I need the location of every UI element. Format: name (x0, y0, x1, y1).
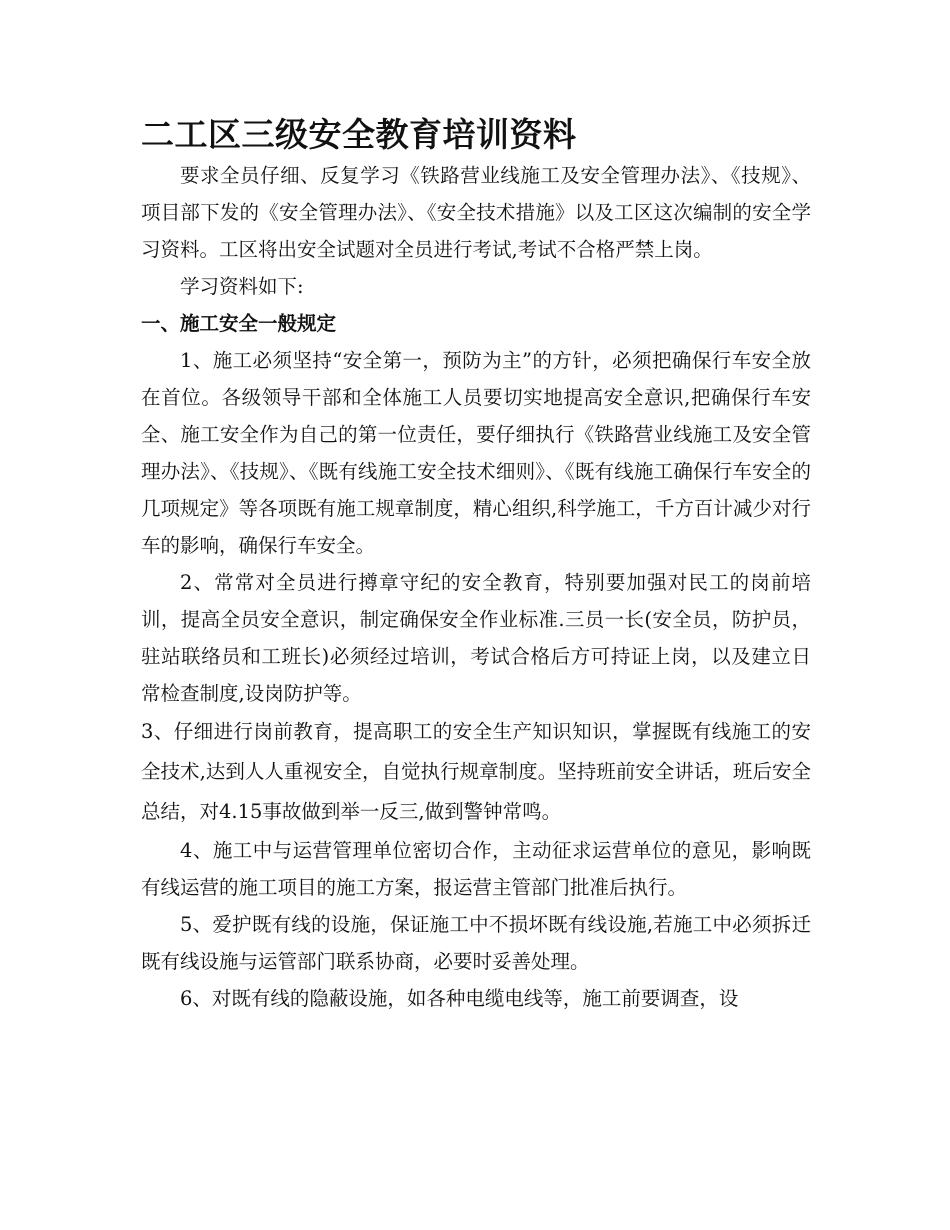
document-title: 二工区三级安全教育培训资料 (141, 115, 577, 154)
intro-paragraph: 要求全员仔细、反复学习《铁路营业线施工及安全管理办法》、《技规》、项目部下发的《安全管理办法》、《安全技术措施》以及工区这次编制的安全学习资料。工区将出安全试题对全员进行考试,考试不合格严禁上岗。 (141, 164, 811, 261)
rule-item-3: 3、仔细进行岗前教育，提高职工的安全生产知识知识，掌握既有线施工的安全技术,达到人人重视安全，自觉执行规章制度。坚持班前安全讲话，班后安全总结，对4.15事故做到举一反三,做到警钟常鸣。 (141, 720, 811, 823)
rule-item-1: 1、施工必须坚持“安全第一，预防为主”的方针，必须把确保行车安全放在首位。各级领导干部和全体施工人员要切实地提高安全意识,把确保行车安全、施工安全作为自己的第一位责任，要仔细执行《铁路营业线施工及安全管理办法》、《技规》、《既有线施工安全技术细则》、《既有线施工确保行车安全的几项规定》等各项既有施工规章制度，精心组织,科学施工，千方百计减少对行车的影响，确保行车安全。 (141, 349, 811, 557)
document-body (141, 113, 811, 1017)
rule-item-5: 5、爱护既有线的设施，保证施工中不损坏既有线设施,若施工中必须拆迁既有线设施与运管部门联系协商，必要时妥善处理。 (141, 913, 811, 973)
rule-item-2: 2、常常对全员进行撙章守纪的安全教育，特别要加强对民工的岗前培训，提高全员安全意识，制定确保安全作业标准.三员一长(安全员，防护员，驻站联络员和工班长)必须经过培训，考试合格后方可持证上岗，以及建立日常检查制度,设岗防护等。 (141, 571, 811, 705)
rule-item-4: 4、施工中与运营管理单位密切合作，主动征求运营单位的意见，影响既有线运营的施工项目的施工方案，报运营主管部门批准后执行。 (141, 839, 811, 899)
materials-label: 学习资料如下: (180, 275, 304, 298)
section-heading: 一、施工安全一般规定 (141, 312, 337, 335)
rule-item-6: 6、对既有线的隐蔽设施，如各种电缆电线等，施工前要调查，设 (180, 987, 739, 1010)
